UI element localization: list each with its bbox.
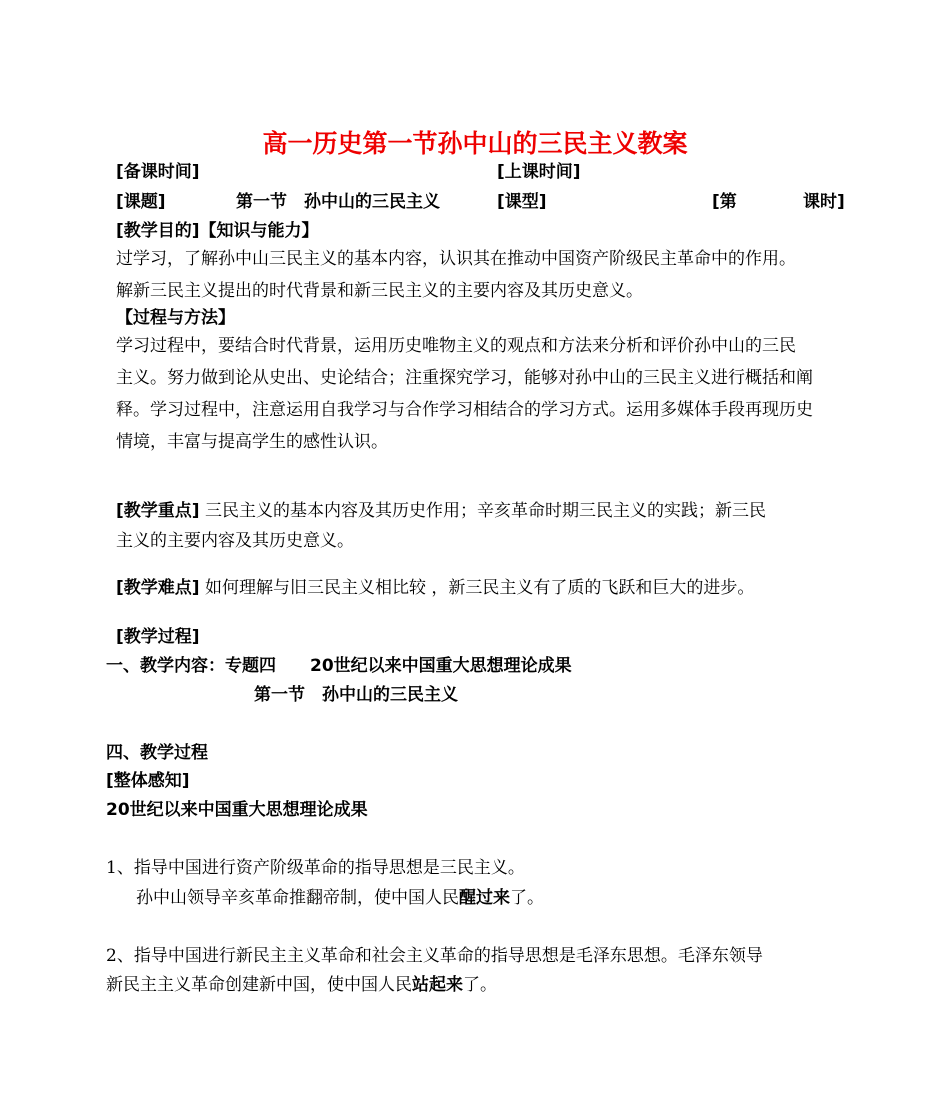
lesson-type-label: [课型] — [497, 192, 547, 212]
item1-line2 — [136, 887, 544, 909]
overview-label: [整体感知] — [106, 771, 190, 791]
section-line: 第一节 孙中山的三民主义 — [254, 685, 458, 705]
item2-text-a: 新民主主义革命创建新中国，使中国人民 — [106, 975, 412, 995]
item1-text-a: 孙中山领导辛亥革命推翻帝制，使中国人民 — [136, 888, 459, 908]
process-paragraph — [116, 330, 813, 458]
knowledge-line: 过学习，了解孙中山三民主义的基本内容，认识其在推动中国资产阶级民主革命中的作用。 — [116, 249, 796, 269]
knowledge-line: 解新三民主义提出的时代背景和新三民主义的主要内容及其历史意义。 — [116, 281, 643, 301]
item2-bold: 站起来 — [412, 975, 463, 995]
process-heading: 【过程与方法】 — [116, 308, 235, 328]
process-line: 情境，丰富与提高学生的感性认识。 — [116, 432, 388, 452]
prep-time-label: [备课时间] — [116, 162, 200, 182]
item1-line1: 1、指导中国进行资产阶级革命的指导思想是三民主义。 — [106, 858, 525, 878]
item1-bold: 醒过来 — [459, 888, 510, 908]
objectives-label-text: [教学目的] — [116, 221, 200, 241]
document-title: 高一历史第一节孙中山的三民主义教案 — [262, 129, 688, 158]
teaching-process-label: [教学过程] — [116, 627, 200, 647]
item1-text-b: 了。 — [510, 888, 544, 908]
part-four-heading: 四、教学过程 — [106, 743, 208, 763]
content-line: 一、教学内容：专题四 20世纪以来中国重大思想理论成果 — [106, 656, 572, 676]
key-points-line2: 主义的主要内容及其历史意义。 — [116, 531, 354, 551]
process-line: 主义。努力做到论从史出、史论结合；注重探究学习，能够对孙中山的三民主义进行概括和阐 — [116, 368, 813, 388]
knowledge-heading: 【知识与能力】 — [199, 221, 319, 241]
difficulties-row — [116, 577, 754, 599]
class-time-label: [上课时间] — [497, 162, 581, 182]
knowledge-paragraph — [116, 243, 796, 307]
item2-text-b: 了。 — [463, 975, 497, 995]
period-label-left: [第 — [712, 192, 737, 212]
topic-label: [课题] — [116, 192, 166, 212]
difficulties-label: [教学难点] — [116, 578, 200, 598]
period-label-right: 课时] — [803, 192, 845, 212]
difficulties-text: 如何理解与旧三民主义相比较 ，新三民主义有了质的飞跃和巨大的进步。 — [204, 578, 755, 598]
item2-line1: 2、指导中国进行新民主主义革命和社会主义革命的指导思想是毛泽东思想。毛泽东领导 — [106, 946, 763, 966]
process-line: 释。学习过程中，注意运用自我学习与合作学习相结合的学习方式。运用多媒体手段再现历史 — [116, 400, 813, 420]
key-points-row — [116, 500, 766, 522]
overview-title: 20世纪以来中国重大思想理论成果 — [106, 800, 368, 820]
item2-line2 — [106, 974, 497, 996]
key-points-label: [教学重点] — [116, 501, 200, 521]
process-line: 学习过程中，要结合时代背景，运用历史唯物主义的观点和方法来分析和评价孙中山的三民 — [116, 336, 796, 356]
topic-value: 第一节 孙中山的三民主义 — [236, 192, 440, 212]
key-points-text: 三民主义的基本内容及其历史作用；辛亥革命时期三民主义的实践；新三民 — [204, 501, 766, 521]
objectives-label — [116, 220, 319, 242]
